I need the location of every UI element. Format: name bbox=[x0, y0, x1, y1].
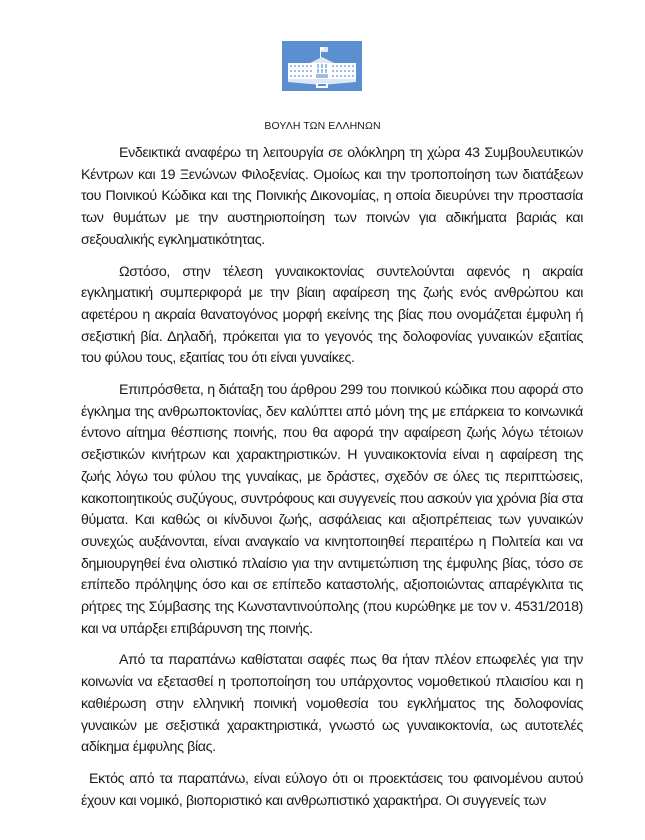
paragraph-femicide-definition: Ωστόσο, στην τέλεση γυναικοκτονίας συντελούνται αφενός η ακραία εγκληματική συμπεριφορά με την βίαιη αφαίρεση της ζωής ενός ανθρώπου και αφετέρου η ακραία θανατογόνος μορφή εκείνης της βίας που ονομάζεται έμφυλη ή σεξιστική βία. Δηλαδή, πρόκειται για το γεγονός της δολοφονίας γυναικών εξαιτίας του φύλου τους, εξαιτίας του ότι είναι γυναίκες. bbox=[81, 263, 583, 367]
hellenic-parliament-building-icon bbox=[282, 41, 362, 91]
parliament-logo bbox=[282, 41, 362, 91]
paragraph-counseling-centers: Ενδεικτικά αναφέρω τη λειτουργία σε ολόκληρη τη χώρα 43 Συμβουλευτικών Κέντρων και 19 Ξενώνων Φιλοξενίας. Ομοίως και την τροποποίηση των διατάξεων του Ποινικού Κώδικα και της Ποινικής Δικονομίας, η οποία διευρύνει την προστασία των θυμάτων με την αυστηριοποίηση των ποινών για αδικήματα βαριάς και σεξουαλικής εγκληματικότητας. bbox=[81, 145, 583, 248]
organization-name: ΒΟΥΛΗ ΤΩΝ ΕΛΛΗΝΩΝ bbox=[264, 120, 381, 132]
paragraph-legislative-proposal: Από τα παραπάνω καθίσταται σαφές πως θα ήταν πλέον επωφελές για την κοινωνία να εξετασθεί η τροποποίηση του υπάρχοντος νομοθετικού πλαισίου και η καθιέρωση στην ελληνική ποινική νομοθεσία του εγκλήματος της δολοφονίας γυναικών με σεξιστικά χαρακτηριστικά, γνωστό ως γυναικοκτονία, ως αυτοτελές αδίκημα έμφυλης βίας. bbox=[81, 652, 583, 756]
letter-body bbox=[81, 143, 583, 812]
paragraph-article-299: Επιπρόσθετα, η διάταξη του άρθρου 299 του ποινικού κώδικα που αφορά στο έγκλημα της ανθρωποκτονίας, δεν καλύπτει από μόνη της με επάρκεια το κοινωνικά έντονο αίτημα θέσπισης ποινής, που θα αφορά την αφαίρεση ζωής λόγω τέτοιων σεξιστικών κινήτρων και χαρακτηριστικών. Η γυναικοκτονία είναι η αφαίρεση της ζωής λόγω του φύλου της γυναίκας, με δράστες, σχεδόν σε όλες τις περιπτώσεις, κακοποιητικούς συζύγους, συντρόφους και συγγενείς που ασκούν για χρόνια βία στα θύματα. Και καθώς οι κίνδυνοι ζωής, ασφάλειας και αξιοπρέπειας των γυναικών συνεχώς αυξάνονται, είναι αναγκαίο να κινητοποιηθεί περαιτέρω η Πολιτεία και να δημιουργηθεί ένα ολιστικό πλαίσιο για την αντιμετώπιση της έμφυλης βίας, τόσο σε επίπεδο πρόληψης όσο και σε επίπεδο καταστολής, αξιοποιώντας απαρέγκλιτα τις ρήτρες της Σύμβασης της Κωνσταντινούπολης (που κυρώθηκε με τον ν. 4531/2018) και να υπάρξει επιβάρυνση της ποινής. bbox=[81, 382, 583, 637]
paragraph-consequences: Εκτός από τα παραπάνω, είναι εύλογο ότι οι προεκτάσεις του φαινομένου αυτού έχουν και νομικό, βιοποριστικό και ανθρωπιστικό χαρακτήρα. Οι συγγενείς των bbox=[81, 770, 583, 809]
